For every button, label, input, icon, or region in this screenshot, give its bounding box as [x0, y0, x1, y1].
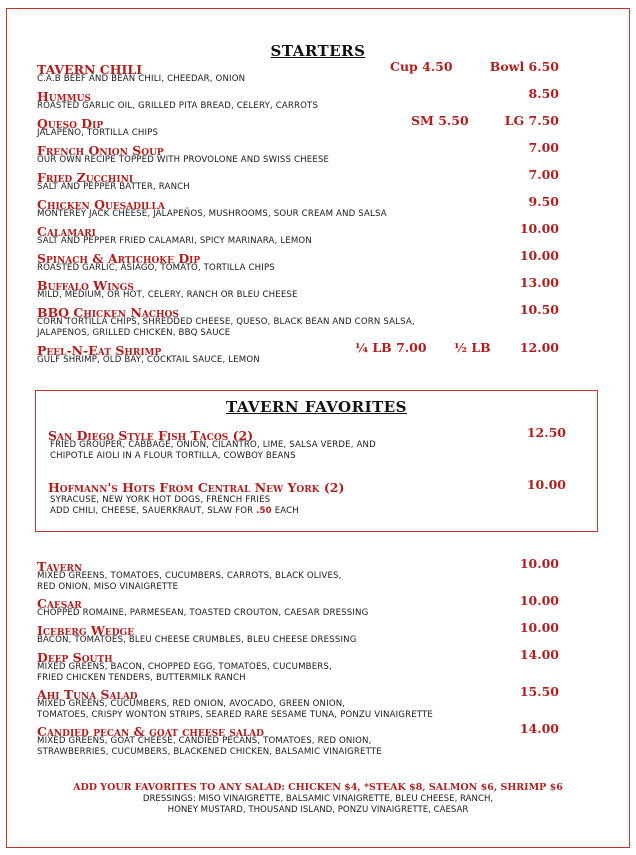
item-price-lg: LG 7.50	[504, 113, 559, 128]
item-description: ROASTED GARLIC, ASIAGO, TOMATO, TORTILLA CHIPS	[37, 263, 275, 273]
item-name: Iceberg Wedge	[37, 623, 135, 638]
item-name: Buffalo Wings	[37, 278, 134, 293]
item-description: CORN TORTILLA CHIPS, SHREDDED CHEESE, QUESO, BLACK BEAN AND CORN SALSA,	[37, 317, 415, 327]
item-name: French Onion Soup	[37, 143, 164, 158]
item-description: BACON, TOMATOES, BLEU CHEESE CRUMBLES, BLEU CHEESE DRESSING	[37, 635, 357, 645]
menu-item-hofmanns-hots	[48, 477, 566, 517]
item-description-line2: STRAWBERRIES, CUCUMBERS, BLACKENED CHICKEN, BALSAMIC VINAIGRETTE	[37, 747, 382, 757]
item-description: OUR OWN RECIPE TOPPED WITH PROVOLONE AND SWISS CHEESE	[37, 155, 330, 165]
menu-item-tavern-salad	[37, 556, 559, 593]
item-name: Chicken Quesadilla	[37, 197, 165, 212]
item-description: ROASTED GARLIC OIL, GRILLED PITA BREAD, CELERY, CARROTS	[37, 101, 319, 111]
menu-item-caesar	[37, 593, 559, 619]
item-description-line2: RED ONION, MISO VINAIGRETTE	[37, 582, 179, 592]
menu-item-fried-zucchini	[37, 167, 559, 193]
item-description: MIXED GREENS, BACON, CHOPPED EGG, TOMATOES, CUCUMBERS,	[37, 662, 332, 672]
item-price: 14.00	[519, 721, 559, 736]
item-price-bowl: Bowl 6.50	[489, 59, 559, 74]
item-name: Calamari	[37, 224, 96, 239]
item-price-quarter-lb: ¼ LB 7.00	[355, 340, 427, 355]
item-description: CHOPPED ROMAINE, PARMESEAN, TOASTED CROUTON, CAESAR DRESSING	[37, 608, 369, 618]
tavern-favorites-box	[35, 390, 598, 532]
item-name: Spinach & Artichoke Dip	[37, 251, 201, 266]
item-price: 10.00	[519, 620, 559, 635]
item-price: 12.50	[526, 425, 566, 440]
addon-text: ADD CHILI, CHEESE, SAUERKRAUT, SLAW FOR	[50, 506, 257, 516]
item-name: Ahi Tuna Salad	[37, 687, 138, 702]
item-description: MIXED GREENS, CUCUMBERS, RED ONION, AVOCADO, GREEN ONION,	[37, 699, 346, 709]
dressings-line1: DRESSINGS: MISO VINAIGRETTE, BALSAMIC VINAIGRETTE, BLEU CHEESE, RANCH,	[142, 794, 494, 804]
item-price: 13.00	[519, 275, 559, 290]
dressings-line2: HONEY MUSTARD, THOUSAND ISLAND, PONZU VINAIGRETTE, CAESAR	[167, 804, 469, 815]
menu-item-ahi-tuna-salad	[37, 684, 559, 721]
menu-item-deep-south	[37, 647, 559, 684]
item-description: SALT AND PEPPER BATTER, RANCH	[37, 182, 190, 192]
item-description: MILD, MEDIUM, OR HOT, CELERY, RANCH OR BLEU CHEESE	[37, 290, 298, 300]
item-price: 14.00	[519, 647, 559, 662]
item-price: 10.50	[519, 302, 559, 317]
addon-price: .50	[256, 506, 272, 516]
menu-item-spinach-artichoke-dip	[37, 248, 559, 274]
item-description: MIXED GREENS, TOMATOES, CUCUMBERS, CARROTS, BLACK OLIVES,	[37, 571, 342, 581]
menu-item-buffalo-wings	[37, 275, 559, 301]
item-description-line2	[48, 506, 566, 517]
menu-item-bbq-chicken-nachos	[37, 302, 559, 339]
item-name: Queso Dip	[37, 116, 104, 131]
item-price: 8.50	[528, 86, 559, 101]
item-price-sm: SM 5.50	[411, 113, 469, 128]
menu-item-candied-pecan-salad	[37, 721, 559, 758]
item-description: MONTEREY JACK CHEESE, JALAPEÑOS, MUSHROOMS, SOUR CREAM AND SALSA	[37, 209, 387, 219]
item-description-line2: CHIPOTLE AIOLI IN A FLOUR TORTILLA, COWBOY BEANS	[50, 451, 296, 461]
item-price: 10.00	[526, 477, 566, 492]
item-name: Caesar	[37, 596, 82, 611]
menu-item-french-onion-soup	[37, 140, 559, 166]
item-description: FRIED GROUPER, CABBAGE, ONION, CILANTRO, LIME, SALSA VERDE, AND	[50, 440, 376, 450]
item-price-half-lb-label: ½ LB	[454, 340, 491, 355]
item-name: Hummus	[37, 89, 91, 104]
menu-item-calamari	[37, 221, 559, 247]
item-description: GULF SHRIMP, OLD BAY, COCKTAIL SAUCE, LEMON	[37, 355, 260, 365]
item-description: JALAPENO, TORTILLA CHIPS	[37, 128, 159, 138]
item-description: C.A.B BEEF AND BEAN CHILI, CHEEDAR, ONION	[37, 74, 246, 84]
item-name: Fried Zucchini	[37, 170, 134, 185]
item-name: San Diego Style Fish Tacos (2)	[48, 428, 254, 443]
menu-item-hummus	[37, 86, 559, 112]
item-description-line2: TOMATOES, CRISPY WONTON STRIPS, SEARED RARE SESAME TUNA, PONZU VINAIGRETTE	[37, 710, 434, 720]
salad-addons: ADD YOUR FAVORITES TO ANY SALAD: CHICKEN $4, *STEAK $8, SALMON $6, SHRIMP $6	[73, 782, 563, 793]
menu-item-chicken-quesadilla	[37, 194, 559, 220]
item-name: Peel-N-Eat Shrimp	[37, 343, 162, 358]
item-name: Deep South	[37, 650, 113, 665]
item-price: 7.00	[528, 167, 559, 182]
item-description: SYRACUSE, NEW YORK HOT DOGS, FRENCH FRIES	[50, 495, 271, 505]
addon-each: EACH	[271, 506, 299, 516]
menu-item-iceberg-wedge	[37, 620, 559, 646]
item-price: 10.00	[519, 593, 559, 608]
item-price: 10.00	[519, 221, 559, 236]
item-price-cup: Cup 4.50	[390, 59, 453, 74]
menu-item-tavern-chili	[37, 59, 559, 85]
item-description: MIXED GREENS, GOAT CHEESE, CANDIED PECANS, TOMATOES, RED ONION,	[37, 736, 372, 746]
item-price: 15.50	[519, 684, 559, 699]
item-price: 12.00	[519, 340, 559, 355]
item-price: 9.50	[528, 194, 559, 209]
item-name: BBQ Chicken Nachos	[37, 305, 179, 320]
item-name: TAVERN CHILI	[37, 62, 143, 77]
starters-heading: STARTERS	[270, 42, 366, 60]
item-name: Tavern	[37, 559, 83, 574]
item-price: 7.00	[528, 140, 559, 155]
item-name: Hofmann's Hots From Central New York (2)	[48, 480, 345, 495]
item-price: 10.00	[519, 248, 559, 263]
salad-footer	[0, 782, 636, 815]
menu-item-peel-n-eat-shrimp	[37, 340, 559, 366]
menu-item-fish-tacos	[48, 425, 566, 462]
favorites-heading: TAVERN FAVORITES	[225, 398, 408, 416]
item-description-line2: JALAPENOS, GRILLED CHICKEN, BBQ SAUCE	[37, 328, 231, 338]
item-description-line2: FRIED CHICKEN TENDERS, BUTTERMILK RANCH	[37, 673, 246, 683]
item-description: SALT AND PEPPER FRIED CALAMARI, SPICY MARINARA, LEMON	[37, 236, 312, 246]
menu-item-queso-dip	[37, 113, 559, 139]
item-price: 10.00	[519, 556, 559, 571]
item-name: Candied pecan & goat cheese salad	[37, 724, 264, 739]
